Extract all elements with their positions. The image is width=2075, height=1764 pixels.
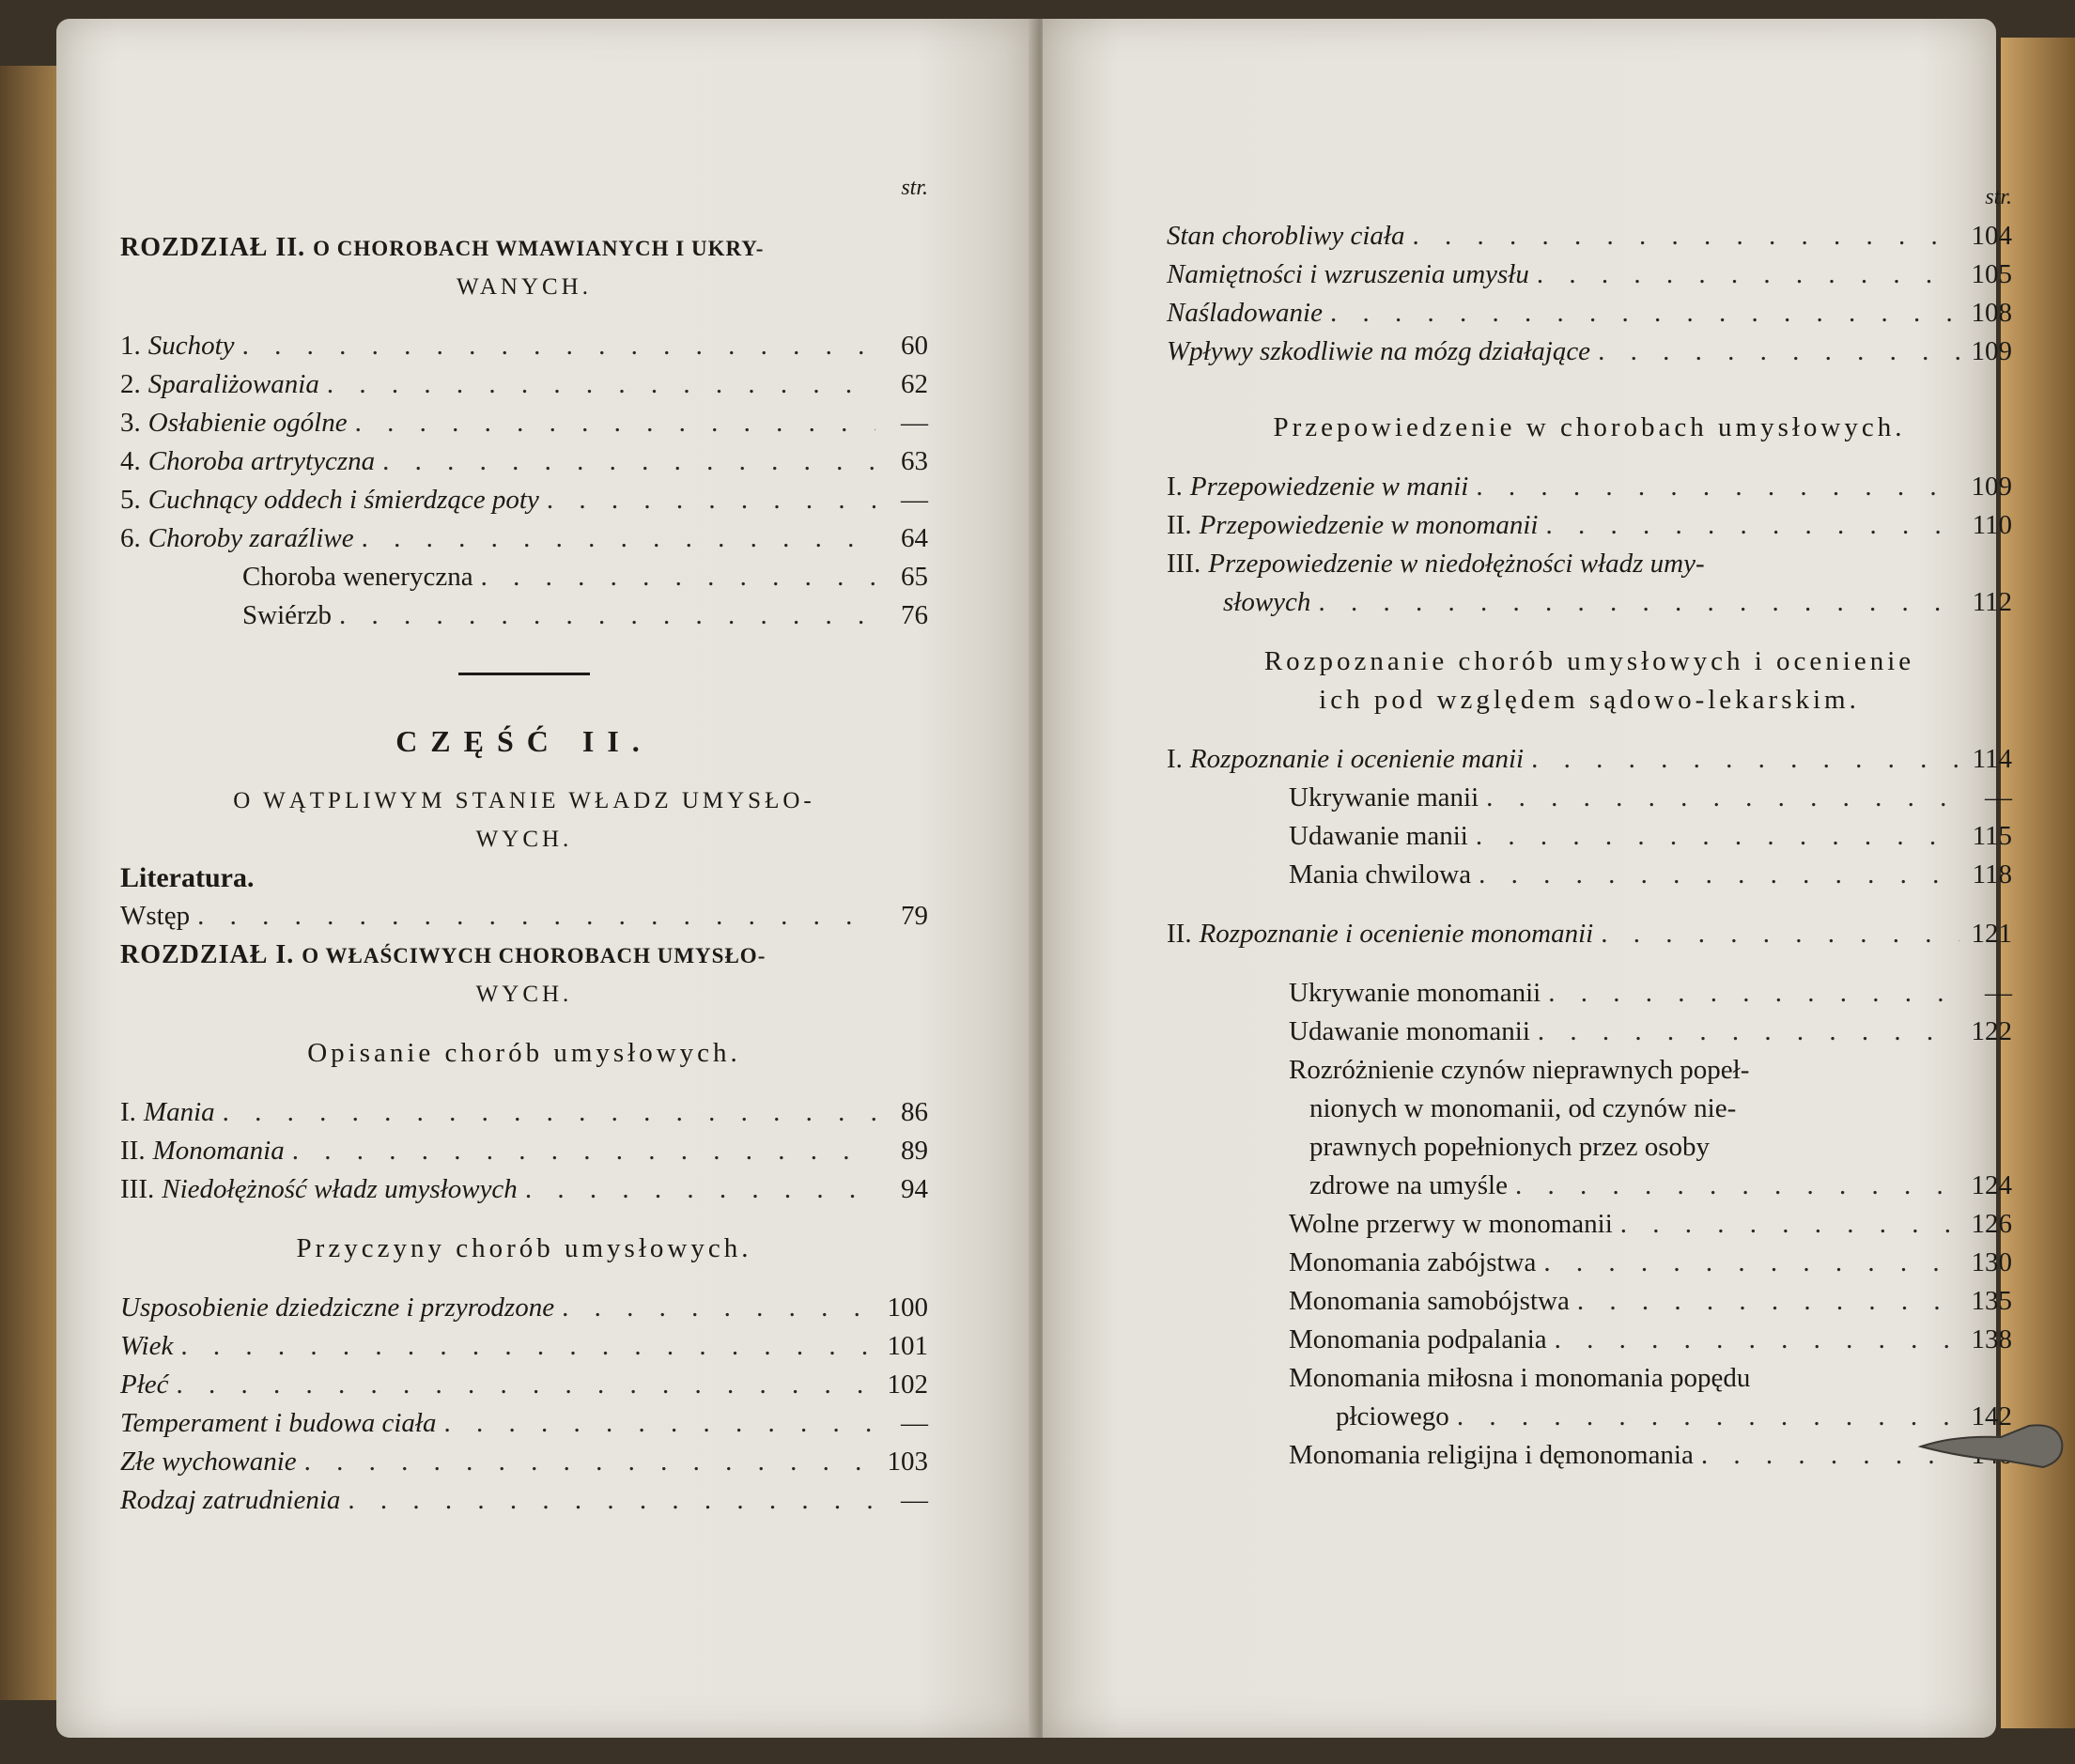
section-literatura: Literatura. bbox=[120, 862, 255, 893]
toc-entry-cont bbox=[1167, 583, 2012, 622]
toc-entry bbox=[120, 365, 928, 404]
toc-entry-multiline bbox=[1167, 1051, 2012, 1205]
toc-entry-page: 142 bbox=[1971, 1401, 2012, 1431]
toc-entry-label: słowych bbox=[1223, 587, 1311, 617]
leader-dots bbox=[1479, 856, 1959, 894]
toc-entry-page: 135 bbox=[1971, 1286, 2012, 1316]
toc-entry-label: Niedołężność władz umysłowych bbox=[162, 1174, 518, 1204]
toc-entry-label: Cuchnący oddech i śmierdzące poty bbox=[147, 485, 539, 515]
toc-entry bbox=[120, 1481, 928, 1520]
leader-dots bbox=[443, 1404, 875, 1443]
toc-entry bbox=[1289, 1321, 2012, 1359]
toc-entry bbox=[1289, 1244, 2012, 1282]
toc-entry-page: 79 bbox=[901, 901, 928, 931]
toc-entry-page: 101 bbox=[887, 1331, 928, 1361]
toc-entry-number: III. bbox=[1167, 549, 1201, 579]
toc-entry bbox=[1289, 779, 2012, 817]
toc-entry-multiline bbox=[1167, 1359, 2012, 1475]
leader-dots bbox=[177, 1366, 875, 1404]
leader-dots bbox=[1601, 915, 1959, 953]
chapter-title-cont: WANYCH. bbox=[457, 274, 592, 300]
section-heading: Przepowiedzenie w chorobach umysłowych. bbox=[1273, 412, 1906, 442]
toc-entry-page: 115 bbox=[1972, 821, 2012, 851]
toc-entry-label: Swiérzb bbox=[242, 600, 333, 630]
leader-dots bbox=[327, 365, 875, 404]
toc-entry-label: Wpływy szkodliwie na mózg działające bbox=[1167, 336, 1591, 366]
leader-dots bbox=[547, 481, 875, 519]
part-subtitle-cont: WYCH. bbox=[475, 827, 573, 852]
toc-entry bbox=[1289, 817, 2012, 856]
leader-dots bbox=[1545, 506, 1959, 545]
toc-entry-label: Osłabienie ogólne bbox=[147, 408, 348, 438]
toc-entry bbox=[1167, 740, 2012, 779]
leader-dots bbox=[1598, 333, 1959, 371]
toc-entry-page: 65 bbox=[901, 562, 928, 592]
toc-entry bbox=[1167, 294, 2012, 333]
toc-entry-number: 1. bbox=[120, 331, 141, 361]
toc-sublist bbox=[120, 558, 928, 635]
toc-entry-label: Przepowiedzenie w niedołężności władz umy- bbox=[1208, 549, 1705, 579]
toc-entry-label: Monomania podpalania bbox=[1289, 1324, 1547, 1354]
toc-entry-number: II. bbox=[120, 1136, 146, 1166]
chapter-title-cont: WYCH. bbox=[475, 982, 573, 1007]
chapter-prefix: ROZDZIAŁ II. bbox=[120, 233, 306, 262]
toc-entry-number: I. bbox=[1167, 744, 1183, 774]
toc-entry-page: — bbox=[901, 1485, 928, 1515]
page-column-header: str. bbox=[1985, 185, 2012, 209]
toc-sublist bbox=[1167, 1205, 2012, 1359]
toc-entry-page: 109 bbox=[1971, 336, 2012, 366]
toc-entry-page: 64 bbox=[901, 523, 928, 553]
leader-dots bbox=[1620, 1205, 1959, 1244]
toc-entry-page: 102 bbox=[887, 1369, 928, 1400]
toc-entry-label: Wstęp bbox=[120, 901, 191, 931]
leader-dots bbox=[292, 1132, 875, 1170]
toc-sublist bbox=[1167, 779, 2012, 894]
leader-dots bbox=[525, 1170, 875, 1209]
toc-entry bbox=[120, 1404, 928, 1443]
toc-entry bbox=[120, 1289, 928, 1327]
toc-entry-page: 104 bbox=[1971, 221, 2012, 251]
toc-list bbox=[1167, 217, 2012, 371]
toc-entry-label: Ukrywanie manii bbox=[1289, 782, 1479, 812]
leader-dots bbox=[481, 558, 875, 596]
toc-entry-page: 114 bbox=[1972, 744, 2012, 774]
toc-entry-page: 108 bbox=[1971, 298, 2012, 328]
toc-entry-number: 5. bbox=[120, 485, 141, 515]
left-page bbox=[56, 19, 1033, 1738]
toc-entry-number: 4. bbox=[120, 446, 141, 476]
toc-entry-page: 63 bbox=[901, 446, 928, 476]
toc-entry bbox=[120, 1093, 928, 1132]
section-heading: Przyczyny chorób umysłowych. bbox=[296, 1233, 752, 1263]
toc-list bbox=[120, 327, 928, 558]
toc-entry-label: Wolne przerwy w monomanii bbox=[1289, 1209, 1613, 1239]
toc-entry-number: II. bbox=[1167, 919, 1192, 949]
leader-dots bbox=[223, 1093, 875, 1132]
toc-entry bbox=[1289, 1013, 2012, 1051]
leader-dots bbox=[339, 596, 875, 635]
toc-entry bbox=[120, 1366, 928, 1404]
toc-entry-cont bbox=[1289, 1167, 2012, 1205]
leader-dots bbox=[1412, 217, 1959, 255]
toc-entry-label: Choroby zaraźliwe bbox=[147, 523, 354, 553]
leader-dots bbox=[1548, 974, 1959, 1013]
leader-dots bbox=[304, 1443, 875, 1481]
leader-dots bbox=[362, 519, 875, 558]
toc-entry bbox=[120, 897, 928, 936]
chapter-prefix: ROZDZIAŁ I. bbox=[120, 940, 295, 969]
toc-entry-page: 126 bbox=[1971, 1209, 2012, 1239]
toc-entry-number: 6. bbox=[120, 523, 141, 553]
toc-entry-page: 62 bbox=[901, 369, 928, 399]
toc-list bbox=[120, 1289, 928, 1520]
toc-entry bbox=[1289, 974, 2012, 1013]
toc-entry-label: Udawanie monomanii bbox=[1289, 1016, 1530, 1046]
toc-sublist bbox=[1167, 974, 2012, 1051]
toc-entry-label: Złe wychowanie bbox=[120, 1447, 297, 1477]
toc-entry-page: — bbox=[1985, 978, 2012, 1008]
toc-entry-label: Mania bbox=[143, 1097, 215, 1127]
toc-entry-label: Przepowiedzenie w manii bbox=[1189, 472, 1469, 502]
page-pointer-icon bbox=[1916, 1418, 2067, 1475]
toc-entry-label: Stan chorobliwy ciała bbox=[1167, 221, 1405, 251]
toc-entry-label: Mania chwilowa bbox=[1289, 859, 1472, 890]
toc-entry bbox=[242, 558, 928, 596]
leader-dots bbox=[180, 1327, 875, 1366]
toc-entry-number: I. bbox=[1167, 472, 1183, 502]
leader-dots bbox=[1577, 1282, 1959, 1321]
toc-list bbox=[120, 1093, 928, 1209]
toc-entry bbox=[1167, 217, 2012, 255]
toc-entry bbox=[1167, 506, 2012, 545]
toc-entry-number: 2. bbox=[120, 369, 141, 399]
toc-entry-cont bbox=[1289, 1398, 2012, 1436]
toc-entry-label: Choroba weneryczna bbox=[242, 562, 473, 592]
toc-entry bbox=[120, 1132, 928, 1170]
chapter-title: O CHOROBACH WMAWIANYCH I UKRY- bbox=[313, 237, 765, 260]
leader-dots bbox=[242, 327, 875, 365]
toc-entry-page: 60 bbox=[901, 331, 928, 361]
toc-entry-label: Rodzaj zatrudnienia bbox=[120, 1485, 341, 1515]
toc-entry bbox=[242, 596, 928, 635]
right-page bbox=[1043, 19, 2012, 1738]
toc-entry bbox=[120, 481, 928, 519]
toc-entry-page: 100 bbox=[887, 1292, 928, 1323]
toc-entry-label: Wiek bbox=[120, 1331, 174, 1361]
toc-entry-label: Suchoty bbox=[147, 331, 235, 361]
page-column-header: str. bbox=[901, 176, 928, 200]
toc-entry-label: Monomania zabójstwa bbox=[1289, 1247, 1537, 1277]
leader-dots bbox=[1543, 1244, 1959, 1282]
toc-entry-number: I. bbox=[120, 1097, 136, 1127]
toc-entry-label: Udawanie manii bbox=[1289, 821, 1468, 851]
toc-entry-page: 112 bbox=[1972, 587, 2012, 617]
toc-entry-page: — bbox=[901, 485, 928, 515]
toc-entry-label: Monomania bbox=[152, 1136, 285, 1166]
toc-entry-label: Sparaliżowania bbox=[147, 369, 319, 399]
toc-entry bbox=[1167, 915, 2012, 953]
toc-entry-label: Płeć bbox=[120, 1369, 169, 1400]
toc-entry-label-cont: prawnych popełnionych przez osoby bbox=[1309, 1132, 1711, 1162]
toc-entry-page: 86 bbox=[901, 1097, 928, 1127]
leader-dots bbox=[1515, 1167, 1959, 1205]
toc-entry bbox=[1289, 1436, 2012, 1475]
toc-entry bbox=[1167, 468, 2012, 506]
toc-entry-page: 103 bbox=[887, 1447, 928, 1477]
leader-dots bbox=[1486, 779, 1959, 817]
toc-entry-label: Temperament i budowa ciała bbox=[120, 1408, 437, 1438]
leader-dots bbox=[1531, 740, 1959, 779]
toc-entry-page: 130 bbox=[1971, 1247, 2012, 1277]
toc-entry bbox=[120, 1327, 928, 1366]
leader-dots bbox=[1538, 1013, 1959, 1051]
toc-entry-page: 138 bbox=[1971, 1324, 2012, 1354]
toc-entry-page: 110 bbox=[1972, 510, 2012, 540]
toc-entry-page: 89 bbox=[901, 1136, 928, 1166]
leader-dots bbox=[1318, 583, 1959, 622]
leader-dots bbox=[348, 1481, 875, 1520]
toc-entry-page: 94 bbox=[901, 1174, 928, 1204]
toc-list bbox=[1167, 468, 2012, 545]
toc-entry bbox=[1167, 255, 2012, 294]
leader-dots bbox=[562, 1289, 875, 1327]
toc-entry-label: Usposobienie dziedziczne i przyrodzone bbox=[120, 1292, 555, 1323]
toc-entry-label: Naśladowanie bbox=[1167, 298, 1323, 328]
section-heading: Opisanie chorób umysłowych. bbox=[307, 1038, 741, 1068]
toc-entry bbox=[1289, 1282, 2012, 1321]
toc-entry-label: Choroba artrytyczna bbox=[147, 446, 376, 476]
section-heading-cont: ich pod względem sądowo-lekarskim. bbox=[1319, 685, 1860, 715]
toc-entry-label: płciowego bbox=[1336, 1401, 1449, 1431]
toc-entry-page: — bbox=[901, 1408, 928, 1438]
leader-dots bbox=[1457, 1398, 1959, 1436]
toc-entry bbox=[120, 327, 928, 365]
toc-entry-label: Rozpoznanie i ocenienie monomanii bbox=[1199, 919, 1594, 949]
toc-entry-page: 105 bbox=[1971, 259, 2012, 289]
toc-entry-page: — bbox=[1985, 782, 2012, 812]
divider-rule bbox=[458, 673, 590, 675]
toc-entry bbox=[1289, 1205, 2012, 1244]
toc-entry bbox=[120, 1170, 928, 1209]
toc-entry-number: II. bbox=[1167, 510, 1192, 540]
chapter-title: O WŁAŚCIWYCH CHOROBACH UMYSŁO- bbox=[302, 944, 767, 967]
toc-entry-label: zdrowe na umyśle bbox=[1309, 1170, 1508, 1200]
part-title: CZĘŚĆ II. bbox=[395, 724, 653, 758]
toc-entry-label: Ukrywanie monomanii bbox=[1289, 978, 1541, 1008]
toc-entry-label: Rozpoznanie i ocenienie manii bbox=[1189, 744, 1525, 774]
leader-dots bbox=[197, 897, 875, 936]
toc-entry-label: Monomania samobójstwa bbox=[1289, 1286, 1570, 1316]
toc-entry bbox=[1289, 856, 2012, 894]
toc-entry-page: 122 bbox=[1971, 1016, 2012, 1046]
toc-entry bbox=[1167, 545, 2012, 583]
leader-dots bbox=[1476, 817, 1959, 856]
leader-dots bbox=[1537, 255, 1959, 294]
toc-entry-page: 118 bbox=[1972, 859, 2012, 890]
toc-entry bbox=[120, 1443, 928, 1481]
toc-entry-label: Namiętności i wzruszenia umysłu bbox=[1167, 259, 1529, 289]
toc-entry-page: 109 bbox=[1971, 472, 2012, 502]
toc-entry bbox=[1167, 333, 2012, 371]
toc-entry-number: 3. bbox=[120, 408, 141, 438]
toc-entry-label-cont: nionych w monomanii, od czynów nie- bbox=[1309, 1093, 1737, 1123]
leader-dots bbox=[1476, 468, 1959, 506]
toc-entry bbox=[120, 442, 928, 481]
toc-entry-page: — bbox=[901, 408, 928, 438]
toc-entry bbox=[120, 404, 928, 442]
toc-entry-label: Monomania miłosna i monomania popędu bbox=[1289, 1363, 1751, 1393]
toc-entry-label: Rozróżnienie czynów nieprawnych popeł- bbox=[1289, 1055, 1750, 1085]
chapter-heading bbox=[120, 936, 928, 975]
leader-dots bbox=[382, 442, 875, 481]
toc-entry-label: Monomania religijna i dęmonomania bbox=[1289, 1440, 1694, 1470]
toc-entry-label: Przepowiedzenie w monomanii bbox=[1199, 510, 1539, 540]
chapter-heading bbox=[120, 228, 928, 268]
toc-entry-page: 121 bbox=[1971, 919, 2012, 949]
part-subtitle: O WĄTPLIWYM STANIE WŁADZ UMYSŁO- bbox=[233, 788, 815, 813]
right-toc bbox=[1167, 178, 2012, 1475]
toc-entry-number: III. bbox=[120, 1174, 155, 1204]
toc-entry-page: 76 bbox=[901, 600, 928, 630]
section-heading: Rozpoznanie chorób umysłowych i ocenienie bbox=[1263, 646, 1915, 676]
toc-entry-page: 124 bbox=[1971, 1170, 2012, 1200]
leader-dots bbox=[1555, 1321, 1959, 1359]
leader-dots bbox=[1330, 294, 1959, 333]
left-toc bbox=[120, 169, 928, 1520]
leader-dots bbox=[355, 404, 875, 442]
toc-entry bbox=[120, 519, 928, 558]
